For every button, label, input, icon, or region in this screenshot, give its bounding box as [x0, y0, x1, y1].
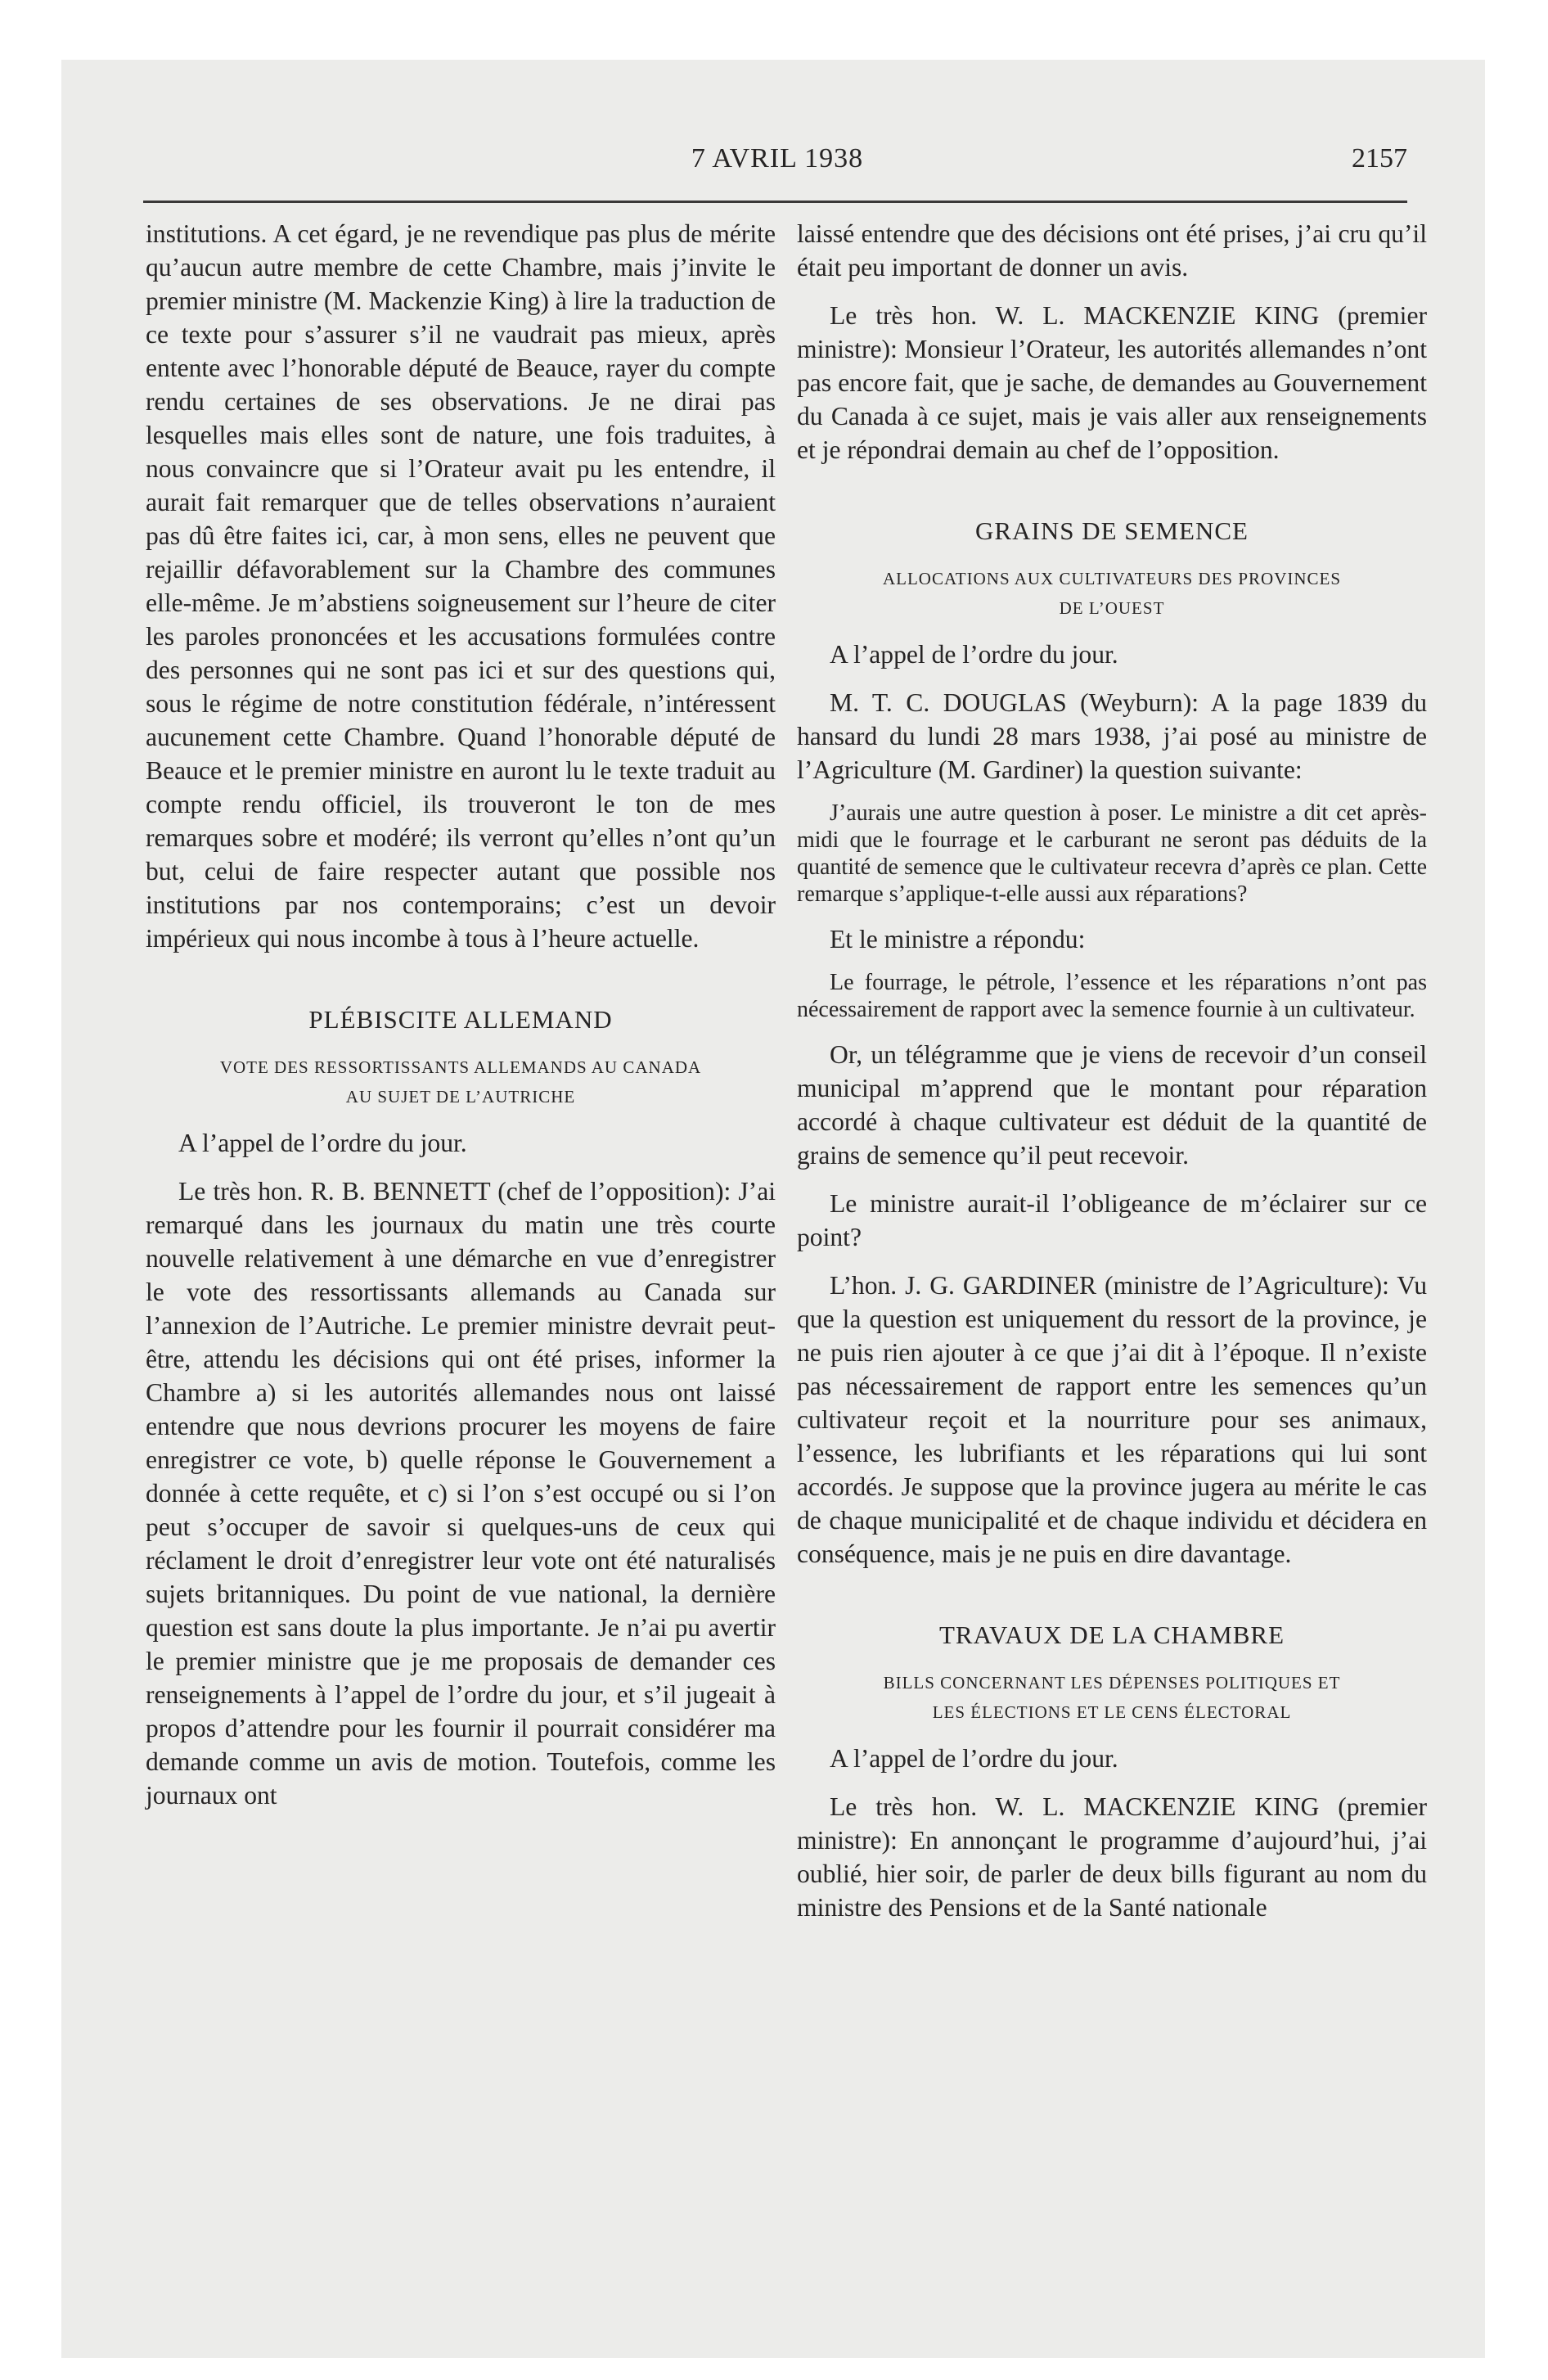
paragraph: Le très hon. W. L. MACKENZIE KING (premier ministre): En annonçant le programme d’aujourd’hui, j’ai oublié, hier soir, de parler de deux bills figurant au nom du ministre des Pensions et de la Santé nationale	[797, 1792, 1427, 1922]
paragraph: Or, un télégramme que je viens de recevoir d’un conseil municipal m’apprend que le montant pour réparation accordé à chaque cultivateur est déduit de la quantité de grains de semence qu’il peut recevoir.	[797, 1040, 1427, 1170]
section-title: PLÉBISCITE ALLEMAND	[308, 1005, 613, 1034]
section-subtitle-line: DE L’OUEST	[1059, 598, 1165, 618]
section-subtitle-line: AU SUJET DE L’AUTRICHE	[345, 1087, 576, 1107]
paragraph: A l’appel de l’ordre du jour.	[178, 1129, 467, 1157]
header-rule	[143, 201, 1407, 203]
paragraph: L’hon. J. G. GARDINER (ministre de l’Agriculture): Vu que la question est uniquement du ressort de la province, je ne puis rien ajouter à ce que j’ai dit à l’époque. Il n’existe pas nécessairement de rapport entre les semences qu’un cultivateur reçoit et la nourriture pour ses animaux, l’essence, les lubrifiants et les réparations qui lui sont accordés. Je suppose que la province jugera au mérite le cas de chaque municipalité et de chaque individu et décidera en conséquence, mais je ne puis en dire davantage.	[797, 1271, 1427, 1568]
paragraph: Le ministre aurait-il l’obligeance de m’éclairer sur ce point?	[797, 1189, 1427, 1251]
section-subtitle-line: VOTE DES RESSORTISSANTS ALLEMANDS AU CANADA	[219, 1057, 702, 1077]
paragraph: A l’appel de l’ordre du jour.	[830, 1744, 1118, 1773]
section-title: GRAINS DE SEMENCE	[975, 516, 1249, 545]
left-column	[146, 217, 776, 1812]
paragraph: Le très hon. W. L. MACKENZIE KING (premier ministre): Monsieur l’Orateur, les autorités allemandes n’ont pas encore fait, que je sache, de demandes au Gouvernement du Canada à ce sujet, mais je vais aller aux renseignements et je répondrai demain au chef de l’opposition.	[797, 301, 1427, 464]
right-column	[797, 217, 1427, 1924]
page-number: 2157	[1352, 143, 1407, 174]
paragraph: A l’appel de l’ordre du jour.	[830, 640, 1118, 669]
paragraph: Le très hon. R. B. BENNETT (chef de l’opposition): J’ai remarqué dans les journaux du matin une très courte nouvelle relativement à une démarche en vue d’enregistrer le vote des ressortissants allemands au Canada sur l’annexion de l’Autriche. Le premier ministre devrait peut-être, attendu les décisions qui ont été prises, informer la Chambre a) si les autorités allemandes nous ont laissé entendre que nous devrions procurer les moyens de faire enregistrer ce vote, b) quelle réponse le Gouvernement a donnée à cette requête, et c) si l’on s’est occupé ou si l’on peut s’occuper de savoir si quelques-uns de ceux qui réclament le droit d’enregistrer leur vote ont été naturalisés sujets britanniques. Du point de vue national, la dernière question est sans doute la plus importante. Je n’ai pu avertir le premier ministre que je me proposais de demander ces renseignements à l’appel de l’ordre du jour, et s’il jugeait à propos d’attendre pour les fournir il pourrait considérer ma demande comme un avis de motion. Toutefois, comme les journaux ont	[146, 1177, 776, 1810]
section-subtitle	[797, 1668, 1427, 1727]
page-header	[147, 143, 1407, 192]
page-date: 7 AVRIL 1938	[691, 143, 864, 174]
section-subtitle	[146, 1053, 776, 1111]
quotation: J’aurais une autre question à poser. Le ministre a dit cet après-midi que le fourrage et le carburant ne seront pas déduits de la quantité de semence que le cultivateur recevra d’après ce plan. Cette remarque s’applique-t-elle aussi aux réparations?	[797, 800, 1427, 907]
section-subtitle-line: LES ÉLECTIONS ET LE CENS ÉLECTORAL	[932, 1702, 1292, 1722]
section-title: TRAVAUX DE LA CHAMBRE	[938, 1620, 1285, 1649]
paragraph: Et le ministre a répondu:	[830, 925, 1086, 953]
section-subtitle	[797, 564, 1427, 623]
section-subtitle-line: ALLOCATIONS AUX CULTIVATEURS DES PROVINCES	[882, 569, 1342, 588]
section-subtitle-line: BILLS CONCERNANT LES DÉPENSES POLITIQUES ET	[883, 1673, 1341, 1693]
paragraph: laissé entendre que des décisions ont été prises, j’ai cru qu’il était peu important de donner un avis.	[797, 219, 1427, 282]
paragraph: institutions. A cet égard, je ne revendique pas plus de mérite qu’aucun autre membre de cette Chambre, mais j’invite le premier ministre (M. Mackenzie King) à lire la traduction de ce texte pour s’assurer s’il ne vaudrait pas mieux, après entente avec l’honorable député de Beauce, rayer du compte rendu certaines de ses observations. Je ne dirai pas lesquelles mais elles sont de nature, une fois traduites, à nous convaincre que si l’Orateur avait pu les entendre, il aurait fait remarquer que de telles observations n’auraient pas dû être faites ici, car, à mon sens, elles ne peuvent que rejaillir défavorablement sur la Chambre des communes elle-même. Je m’abstiens soigneusement sur l’heure de citer les paroles prononcées et les accusations formulées contre des personnes qui ne sont pas ici et sur des questions qui, sous le régime de notre constitution fédérale, n’intéressent aucunement cette Chambre. Quand l’honorable député de Beauce et le premier ministre en auront lu le texte traduit au compte rendu officiel, ils trouveront le ton de mes remarques sobre et modéré; ils verront qu’elles n’ont qu’un but, celui de faire respecter autant que possible nos institutions par nos contemporains; c’est un devoir impérieux qui nous incombe à tous à l’heure actuelle.	[146, 219, 776, 953]
quotation: Le fourrage, le pétrole, l’essence et les réparations n’ont pas nécessairement de rapport avec la semence fournie à un cultivateur.	[797, 970, 1427, 1022]
paragraph: M. T. C. DOUGLAS (Weyburn): A la page 1839 du hansard du lundi 28 mars 1938, j’ai posé au ministre de l’Agriculture (M. Gardiner) la question suivante:	[797, 688, 1427, 784]
